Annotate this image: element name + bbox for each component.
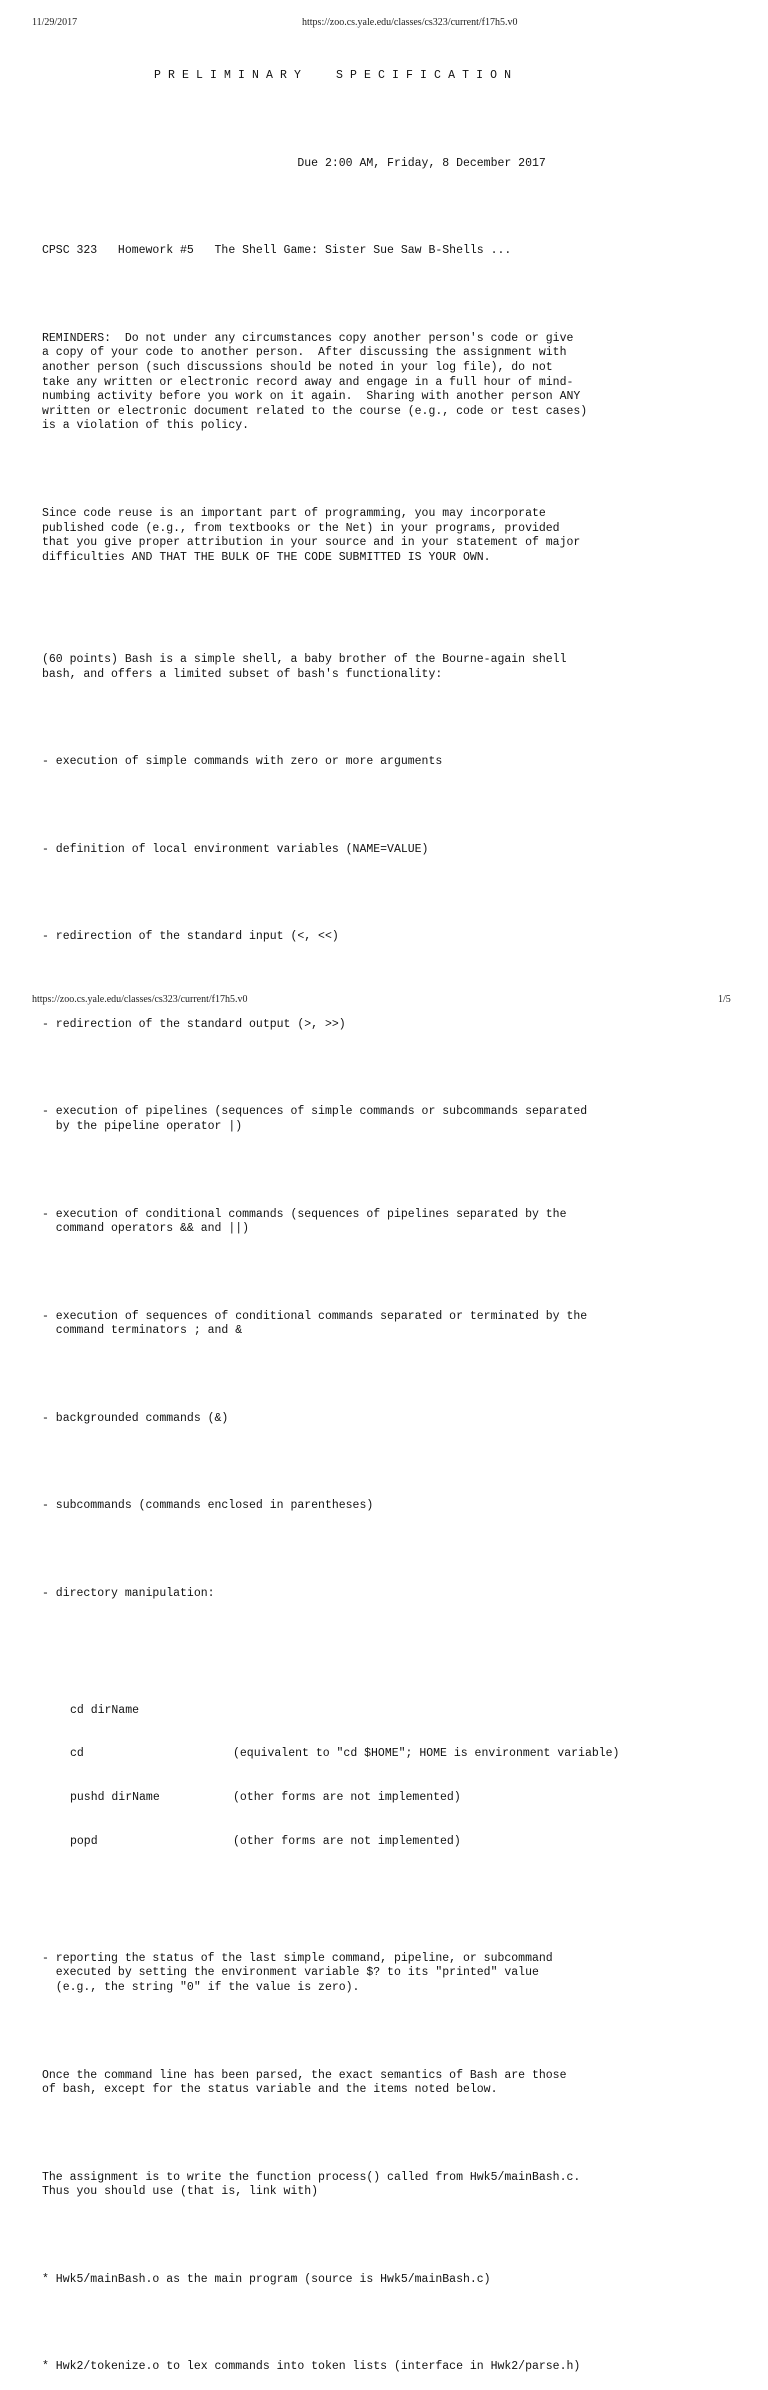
dir-command-row: [70, 1704, 742, 1719]
assignment-paragraph: The assignment is to write the function process() called from Hwk5/mainBash.c. Thus you should use (that is, link with): [42, 2170, 581, 2199]
link-item: * Hwk5/mainBash.o as the main program (source is Hwk5/mainBash.c): [42, 2272, 491, 2286]
feature-item: - directory manipulation:: [42, 1586, 215, 1600]
feature-item: - execution of pipelines (sequences of simple commands or subcommands separated by the pipeline operator |): [42, 1105, 588, 1133]
dir-command-name: pushd dirName: [70, 1791, 160, 1805]
dir-command-desc: (other forms are not implemented): [233, 1835, 461, 1849]
header-url[interactable]: https://zoo.cs.yale.edu/classes/cs323/current/f17h5.v0: [302, 17, 518, 28]
dir-command-name: popd: [70, 1835, 98, 1849]
dir-command-name: cd: [70, 1747, 84, 1761]
print-date: 11/29/2017: [32, 17, 78, 28]
feature-item: - backgrounded commands (&): [42, 1411, 229, 1425]
dir-command-row: [70, 1835, 742, 1850]
link-item: * Hwk2/tokenize.o to lex commands into token lists (interface in Hwk2/parse.h): [42, 2360, 581, 2374]
dir-command-desc: (other forms are not implemented): [233, 1791, 461, 1805]
semantics-paragraph: Once the command line has been parsed, the exact semantics of Bash are those of bash, except for the status variable and the items noted below.: [42, 2068, 567, 2097]
due-date: Due 2:00 AM, Friday, 8 December 2017: [42, 156, 546, 170]
intro-paragraph: (60 points) Bash is a simple shell, a baby brother of the Bourne-again shell bash, and offers a limited subset of bash's functionality:: [42, 652, 567, 681]
reminders-paragraph: REMINDERS: Do not under any circumstances copy another person's code or give a copy of your code to another person. After discussing the assignment with another person (such discussions should be noted in your log file), do not take any written or electronic record away and engage in a full hour of mind- numbing activity before you work on it again. Sharing with another person ANY written or electronic document related to the course (e.g., code or test cases) is a violation of this policy.: [42, 331, 588, 433]
dir-command-desc: (equivalent to "cd $HOME"; HOME is environment variable): [233, 1747, 620, 1761]
code-reuse-paragraph: Since code reuse is an important part of programming, you may incorporate published code (e.g., from textbooks or the Net) in your programs, provided that you give proper attribution in your source and in your statement of major difficulties AND THAT THE BULK OF THE CODE SUBMITTED IS YOUR OWN.: [42, 507, 581, 564]
dir-command-row: [70, 1747, 742, 1762]
document-title: P R E L I M I N A R Y S P E C I F I C A T I O N: [42, 69, 512, 83]
feature-item: - definition of local environment variables (NAME=VALUE): [42, 842, 429, 856]
dir-command-name: cd dirName: [70, 1703, 140, 1717]
feature-item: - redirection of the standard output (>, >>): [42, 1017, 346, 1031]
feature-item: - redirection of the standard input (<, <<): [42, 930, 339, 944]
document-body: [42, 40, 742, 2390]
dir-command-list: [42, 1675, 742, 1879]
feature-item: - execution of conditional commands (sequences of pipelines separated by the command operators && and ||): [42, 1207, 567, 1236]
feature-item: - execution of simple commands with zero or more arguments: [42, 755, 443, 769]
status-item: - reporting the status of the last simple command, pipeline, or subcommand executed by setting the environment variable $? to its "printed" value (e.g., the string "0" if the value is zero).: [42, 1951, 553, 1994]
feature-item: - subcommands (commands enclosed in parentheses): [42, 1499, 374, 1513]
page-number: 1/5: [718, 994, 731, 1005]
dir-command-row: [70, 1791, 742, 1806]
feature-item: - execution of sequences of conditional commands separated or terminated by the command terminators ; and &: [42, 1309, 588, 1338]
footer-url[interactable]: https://zoo.cs.yale.edu/classes/cs323/current/f17h5.v0: [32, 994, 248, 1005]
course-line: CPSC 323 Homework #5 The Shell Game: Sister Sue Saw B-Shells ...: [42, 244, 512, 258]
